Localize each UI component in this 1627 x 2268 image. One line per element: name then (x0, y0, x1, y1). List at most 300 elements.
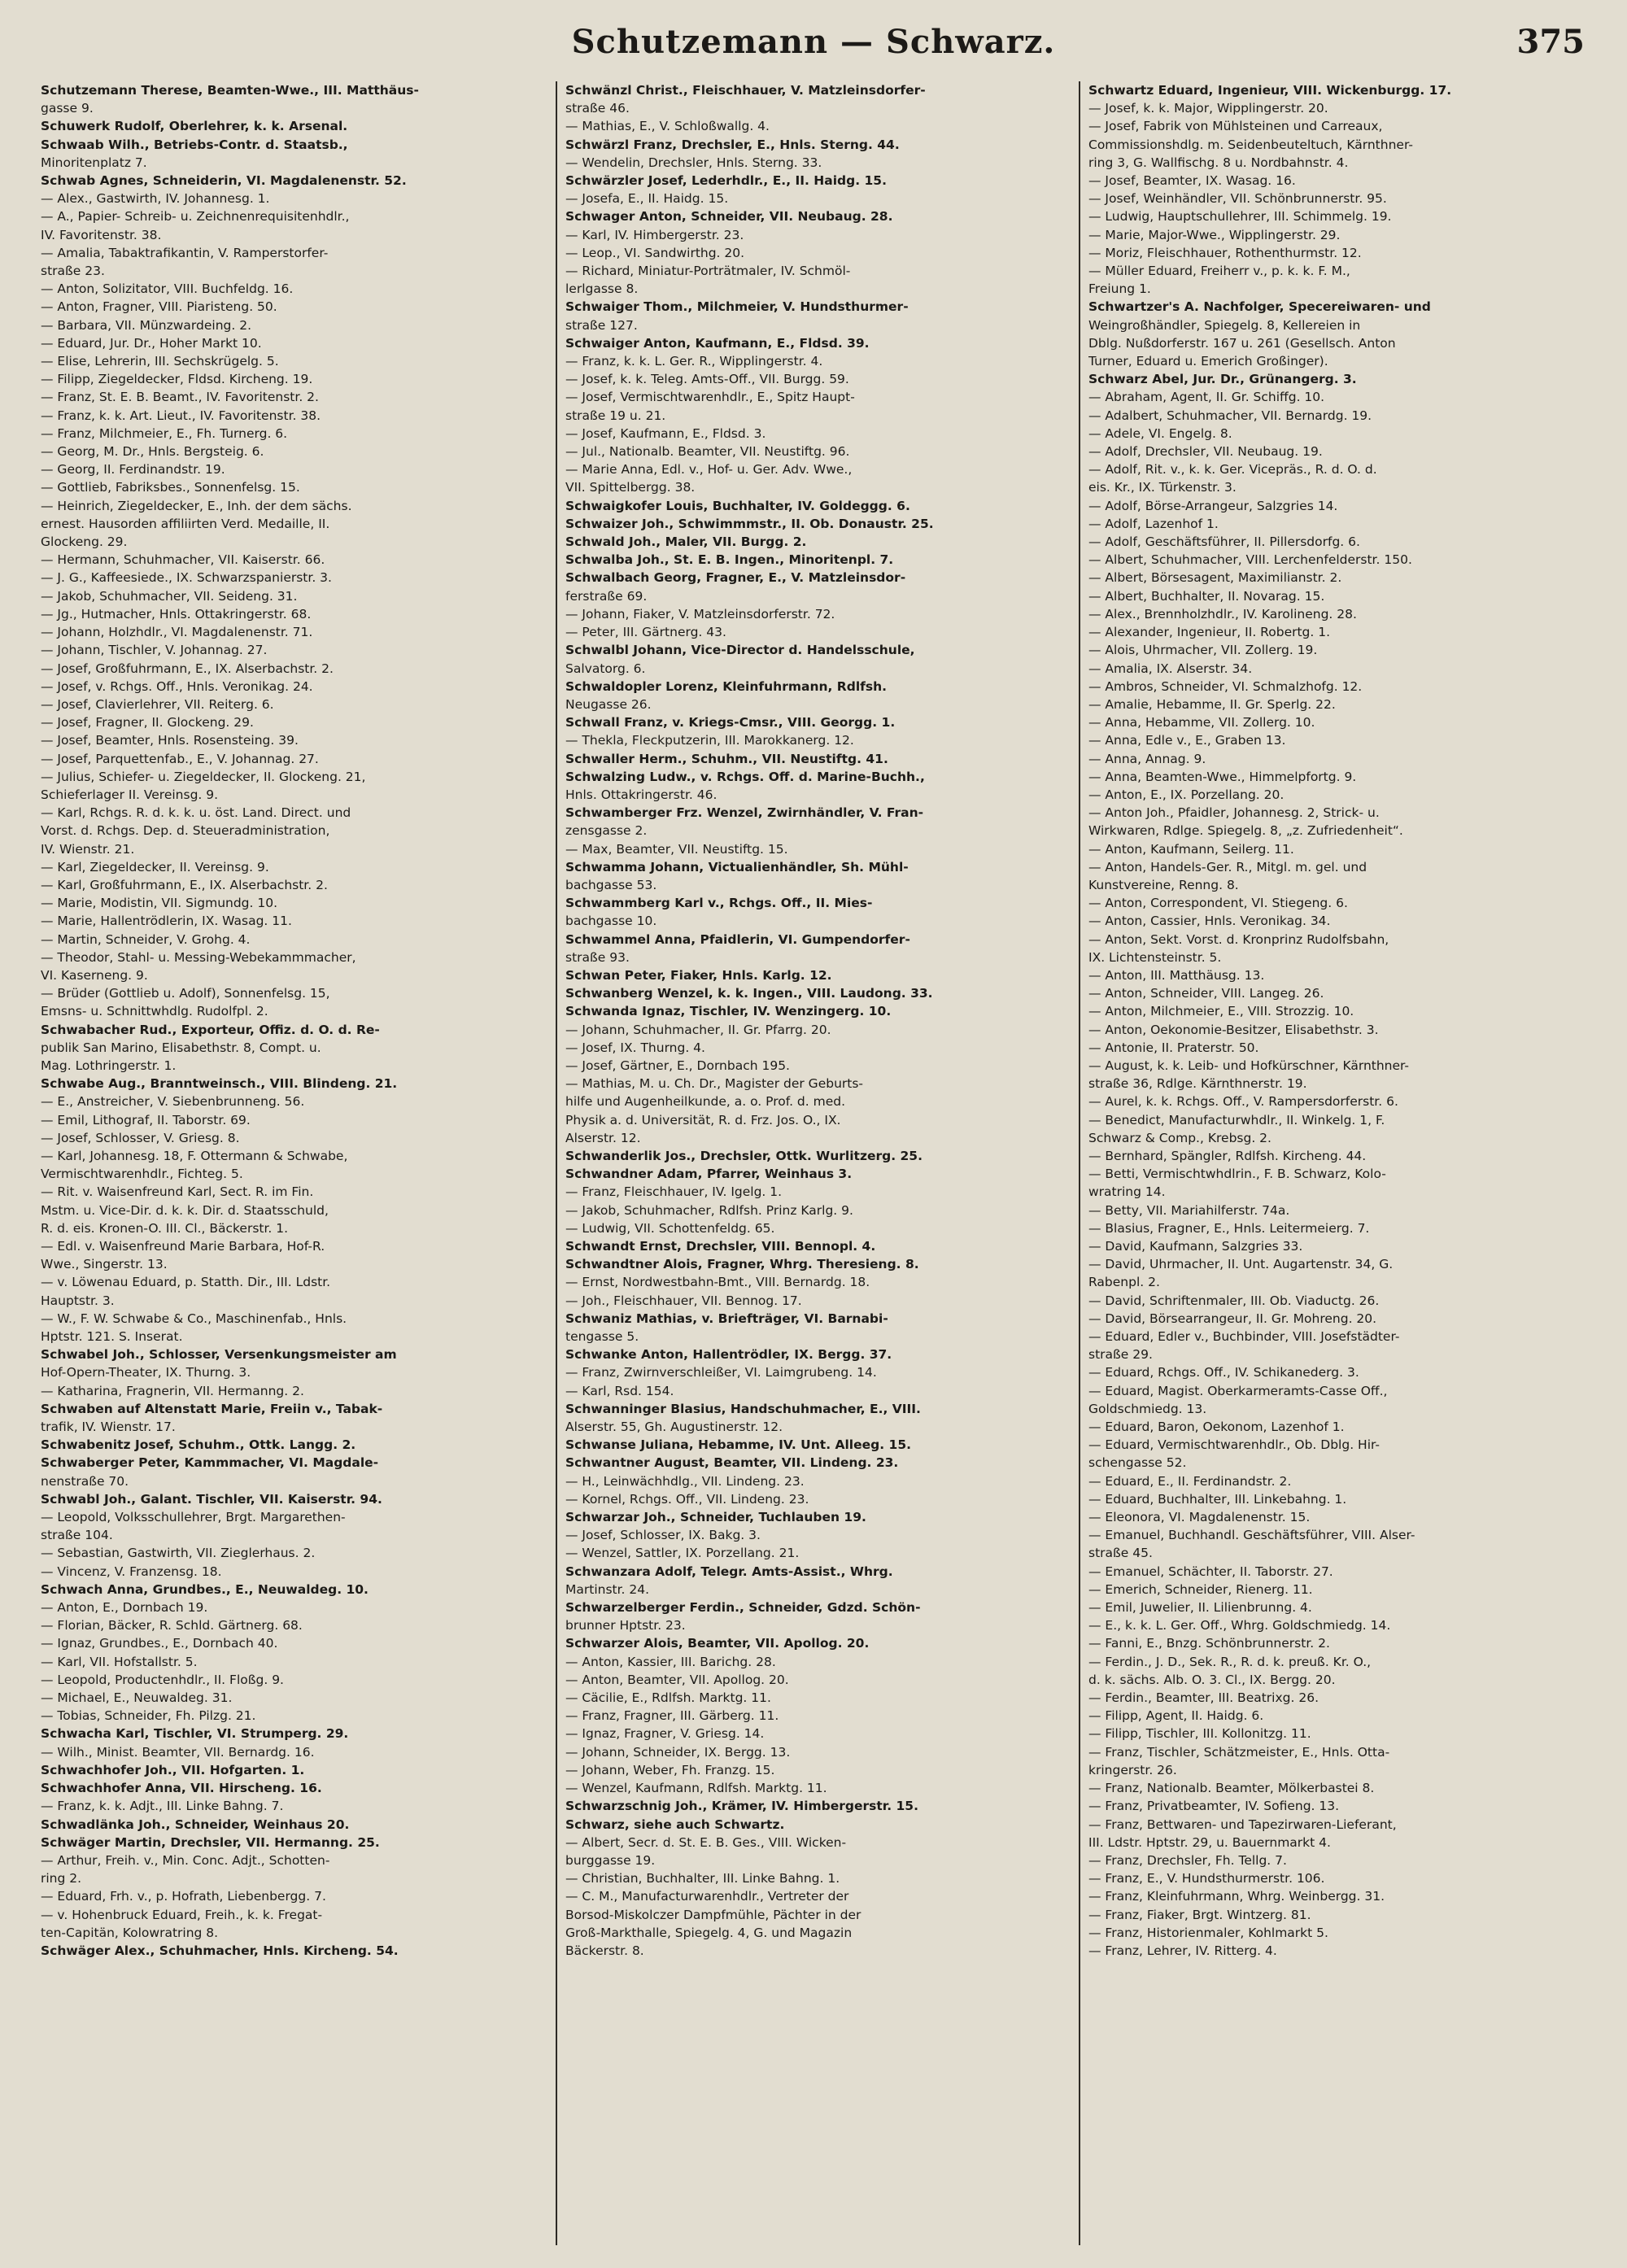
directory-entry-line: Schwanberg Wenzel, k. k. Ingen., VIII. Laudong. 33. (565, 986, 933, 1001)
directory-entry-line: Schwall Franz, v. Kriegs-Cmsr., VIII. Georgg. 1. (565, 715, 896, 731)
directory-entry-line: — Filipp, Tischler, III. Kollonitzg. 11. (1088, 1726, 1311, 1742)
directory-entry-line: Schwachhofer Anna, VII. Hirscheng. 16. (41, 1781, 322, 1796)
directory-entry-line: — Ernst, Nordwestbahn-Bmt., VIII. Bernardg. 18. (565, 1275, 870, 1290)
directory-entry-line: Bäckerstr. 8. (565, 1943, 644, 1958)
directory-entry-line: — A., Papier- Schreib- u. Zeichnenrequisitenhdlr., (41, 209, 350, 225)
directory-entry-line: — C. M., Manufacturwarenhdlr., Vertreter der (565, 1889, 849, 1904)
directory-entry-line: — Ludwig, Hauptschullehrer, III. Schimmelg. 19. (1088, 209, 1392, 225)
directory-entry-line: Dblg. Nußdorferstr. 167 u. 261 (Gesellsch. Anton (1088, 335, 1396, 351)
directory-entry-line: — Franz, k. k. L. Ger. R., Wipplingerstr. 4. (565, 354, 823, 369)
directory-entry-line: — Eduard, Edler v., Buchbinder, VIII. Josefstädter- (1088, 1329, 1400, 1345)
directory-entry-line: — Anton, Fragner, VIII. Piaristeng. 50. (41, 299, 277, 315)
directory-entry-line: straße 36, Rdlge. Kärnthnerstr. 19. (1088, 1076, 1307, 1092)
directory-entry-line: Schwänzl Christ., Fleischhauer, V. Matzleinsdorfer- (565, 83, 926, 98)
directory-entry-line: — Abraham, Agent, II. Gr. Schiffg. 10. (1088, 390, 1325, 405)
directory-entry-line: — David, Börsearrangeur, II. Gr. Mohreng. 20. (1088, 1311, 1377, 1326)
directory-entry-line: hilfe und Augenheilkunde, a. o. Prof. d. med. (565, 1094, 846, 1110)
directory-entry-line: — Anton, Beamter, VII. Apollog. 20. (565, 1672, 789, 1687)
directory-entry-line: Wwe., Singerstr. 13. (41, 1257, 168, 1272)
directory-entry-line: Schwanzara Adolf, Telegr. Amts-Assist., Whrg. (565, 1564, 893, 1579)
directory-entry-line: brunner Hptstr. 23. (565, 1618, 686, 1633)
directory-entry-line: Schwaigkofer Louis, Buchhalter, IV. Goldeggg. 6. (565, 498, 910, 513)
directory-entry-line: — Wilh., Minist. Beamter, VII. Bernardg. 16. (41, 1744, 315, 1760)
directory-entry-line: Schwaizer Joh., Schwimmmstr., II. Ob. Donaustr. 25. (565, 516, 934, 531)
directory-entry-line: — Josef, Fabrik von Mühlsteinen und Carreaux, (1088, 119, 1383, 134)
directory-entry-line: — Anton, Cassier, Hnls. Veronikag. 34. (1088, 914, 1331, 929)
directory-entry-line: Schwald Joh., Maler, VII. Burgg. 2. (565, 534, 807, 550)
directory-entry-line: Physik a. d. Universität, R. d. Frz. Jos. O., IX. (565, 1112, 841, 1127)
directory-entry-line: — August, k. k. Leib- und Hofkürschner, Kärnthner- (1088, 1058, 1410, 1073)
directory-entry-line: Schwaberger Peter, Kammmacher, VI. Magdale- (41, 1455, 379, 1471)
directory-entry-line: — Franz, Kleinfuhrmann, Whrg. Weinbergg. 31. (1088, 1889, 1385, 1904)
directory-entry-line: — Aurel, k. k. Rchgs. Off., V. Rampersdorferstr. 6. (1088, 1094, 1398, 1110)
directory-entry-line: straße 46. (565, 101, 630, 116)
directory-entry-line: Schwaiger Thom., Milchmeier, V. Hundsthurmer- (565, 299, 909, 315)
directory-entry-line: — Betty, VII. Mariahilferstr. 74a. (1088, 1202, 1290, 1218)
directory-entry-line: — Franz, St. E. B. Beamt., IV. Favoritenstr. 2. (41, 390, 319, 405)
directory-entry-line: Schwarzschnig Joh., Krämer, IV. Himbergerstr. 15. (565, 1799, 918, 1814)
directory-entry-line: — Anna, Beamten-Wwe., Himmelpfortg. 9. (1088, 769, 1357, 784)
directory-entry-line: — Peter, III. Gärtnerg. 43. (565, 625, 726, 640)
directory-entry-line: Turner, Eduard u. Emerich Großinger). (1088, 354, 1328, 369)
directory-entry-line: Schuwerk Rudolf, Oberlehrer, k. k. Arsenal. (41, 119, 348, 134)
directory-entry-line: Schwantner August, Beamter, VII. Lindeng. 23. (565, 1455, 899, 1471)
directory-entry-line: — Leopold, Productenhdlr., II. Floßg. 9. (41, 1672, 284, 1687)
directory-entry-line: Rabenpl. 2. (1088, 1275, 1160, 1290)
directory-entry-line: — Christian, Buchhalter, III. Linke Bahng. 1. (565, 1871, 840, 1886)
directory-entry-line: Alserstr. 55, Gh. Augustinerstr. 12. (565, 1420, 783, 1435)
directory-entry-line: — Wendelin, Drechsler, Hnls. Sterng. 33. (565, 155, 822, 170)
directory-entry-line: — Johann, Fiaker, V. Matzleinsdorferstr. 72. (565, 606, 835, 622)
page-header (0, 15, 1627, 80)
directory-entry-line: — Alexander, Ingenieur, II. Robertg. 1. (1088, 625, 1331, 640)
directory-entry-line: — E., Anstreicher, V. Siebenbrunneng. 56. (41, 1094, 305, 1110)
directory-entry-line: — Leopold, Volksschullehrer, Brgt. Margarethen- (41, 1510, 346, 1525)
directory-entry-line: — Franz, Nationalb. Beamter, Mölkerbastei 8. (1088, 1781, 1375, 1796)
directory-entry-line: — Mathias, M. u. Ch. Dr., Magister der Geburts- (565, 1076, 864, 1092)
directory-entry-line: gasse 9. (41, 101, 94, 116)
directory-entry-line: — Johann, Schuhmacher, II. Gr. Pfarrg. 20. (565, 1022, 831, 1037)
directory-entry-line: Schwandtner Alois, Fragner, Whrg. Theresieng. 8. (565, 1257, 919, 1272)
directory-entry-line: — Florian, Bäcker, R. Schld. Gärtnerg. 68. (41, 1618, 303, 1633)
directory-entry-line: Schwaller Herm., Schuhm., VII. Neustiftg. 41. (565, 751, 888, 766)
directory-entry-line: Schwalbl Johann, Vice-Director d. Handelsschule, (565, 643, 915, 658)
directory-entry-line: — Cäcilie, E., Rdlfsh. Marktg. 11. (565, 1690, 771, 1706)
directory-entry-line: ring 2. (41, 1871, 82, 1886)
directory-entry-line: — Franz, E., V. Hundsthurmerstr. 106. (1088, 1871, 1325, 1886)
directory-entry-line: — Barbara, VII. Münzwardeing. 2. (41, 317, 252, 333)
directory-entry-line: — Josef, Vermischtwarenhdlr., E., Spitz Haupt- (565, 390, 855, 405)
directory-entry-line: — Karl, Rsd. 154. (565, 1383, 674, 1398)
directory-entry-line: — Karl, VII. Hofstallstr. 5. (41, 1654, 198, 1669)
directory-entry-line: — Amalia, Tabaktrafikantin, V. Ramperstorfer- (41, 245, 329, 260)
column-middle (556, 81, 1079, 2245)
directory-entry-line: — Katharina, Fragnerin, VII. Hermanng. 2. (41, 1383, 304, 1398)
directory-entry-line: — Arthur, Freih. v., Min. Conc. Adjt., Schotten- (41, 1852, 330, 1868)
directory-entry-line: schengasse 52. (1088, 1455, 1187, 1471)
directory-entry-line: Schwanse Juliana, Hebamme, IV. Unt. Alleeg. 15. (565, 1437, 911, 1453)
directory-entry-line: Alserstr. 12. (565, 1130, 641, 1145)
directory-entry-line: straße 19 u. 21. (565, 408, 666, 423)
directory-entry-line: — Martin, Schneider, V. Grohg. 4. (41, 931, 251, 947)
directory-entry-line: Schwarz, siehe auch Schwartz. (565, 1817, 785, 1832)
directory-entry-line: — Bernhard, Spängler, Rdlfsh. Kircheng. 44. (1088, 1148, 1367, 1163)
directory-entry-line: — Anton, E., Dornbach 19. (41, 1600, 208, 1616)
directory-entry-line: Groß-Markthalle, Spiegelg. 4, G. und Magazin (565, 1925, 853, 1940)
directory-entry-line: — Marie, Modistin, VII. Sigmundg. 10. (41, 896, 278, 911)
directory-entry-line: — Josef, v. Rchgs. Off., Hnls. Veronikag. 24. (41, 678, 313, 694)
directory-entry-line: Schwanke Anton, Hallentrödler, IX. Bergg. 37. (565, 1347, 892, 1363)
directory-entry-line: Schwandt Ernst, Drechsler, VIII. Bennopl. 4. (565, 1239, 876, 1254)
directory-entry-line: — Eduard, Frh. v., p. Hofrath, Liebenbergg. 7. (41, 1889, 326, 1904)
directory-entry-line: — Müller Eduard, Freiherr v., p. k. k. F. M., (1088, 264, 1350, 279)
directory-entry-line: — Max, Beamter, VII. Neustiftg. 15. (565, 841, 788, 857)
directory-entry-line: — Albert, Secr. d. St. E. B. Ges., VIII. Wicken- (565, 1834, 847, 1850)
directory-entry-line: — Johann, Tischler, V. Johannag. 27. (41, 643, 268, 658)
directory-entry-line: — Theodor, Stahl- u. Messing-Webekammmacher, (41, 949, 356, 965)
directory-entry-line: — Jul., Nationalb. Beamter, VII. Neustiftg. 96. (565, 444, 850, 460)
directory-entry-line: — Josef, Beamter, IX. Wasag. 16. (1088, 173, 1296, 189)
directory-entry-line: Schwabl Joh., Galant. Tischler, VII. Kaiserstr. 94. (41, 1491, 382, 1507)
directory-entry-line: — Amalia, IX. Alserstr. 34. (1088, 661, 1253, 676)
directory-entry-line: — Anna, Hebamme, VII. Zollerg. 10. (1088, 715, 1315, 731)
directory-entry-line: Schwandner Adam, Pfarrer, Weinhaus 3. (565, 1167, 853, 1182)
directory-entry-line: Mag. Lothringerstr. 1. (41, 1058, 177, 1073)
column-right (1079, 81, 1602, 2245)
directory-entry-line: — Alois, Uhrmacher, VII. Zollerg. 19. (1088, 643, 1318, 658)
directory-entry-line: Hauptstr. 3. (41, 1293, 115, 1308)
directory-entry-line: Hnls. Ottakringerstr. 46. (565, 787, 718, 802)
directory-entry-line: — Amalie, Hebamme, II. Gr. Sperlg. 22. (1088, 696, 1336, 712)
directory-entry-line: — Johann, Schneider, IX. Bergg. 13. (565, 1744, 791, 1760)
directory-entry-line: Schwarzer Alois, Beamter, VII. Apollog. 20. (565, 1636, 870, 1651)
directory-entry-line: ferstraße 69. (565, 588, 648, 604)
directory-entry-line: — Josef, Gärtner, E., Dornbach 195. (565, 1058, 790, 1073)
directory-entry-line: — Josef, Großfuhrmann, E., IX. Alserbachstr. 2. (41, 661, 334, 676)
directory-entry-line: — Josef, Parquettenfab., E., V. Johannag. 27. (41, 751, 319, 766)
directory-entry-line: IV. Favoritenstr. 38. (41, 227, 162, 242)
directory-entry-line: Schwalba Joh., St. E. B. Ingen., Minoritenpl. 7. (565, 552, 894, 568)
directory-entry-line: — Filipp, Agent, II. Haidg. 6. (1088, 1708, 1264, 1724)
directory-entry-line: — E., k. k. L. Ger. Off., Whrg. Goldschmiedg. 14. (1088, 1618, 1391, 1633)
directory-entry-line: — Sebastian, Gastwirth, VII. Zieglerhaus. 2. (41, 1546, 316, 1561)
directory-entry-line: bachgasse 53. (565, 877, 657, 892)
directory-entry-line: — Anna, Annag. 9. (1088, 751, 1206, 766)
directory-entry-line: — Jg., Hutmacher, Hnls. Ottakringerstr. 68. (41, 606, 312, 622)
directory-entry-line: — Joh., Fleischhauer, VII. Bennog. 17. (565, 1293, 802, 1308)
directory-entry-line: — Josef, Clavierlehrer, VII. Reiterg. 6. (41, 696, 274, 712)
directory-entry-line: Schwammberg Karl v., Rchgs. Off., II. Mies- (565, 896, 873, 911)
directory-entry-line: — Eduard, Vermischtwarenhdlr., Ob. Dblg. Hir- (1088, 1437, 1380, 1453)
directory-entry-line: — Franz, Milchmeier, E., Fh. Turnerg. 6. (41, 425, 288, 441)
directory-entry-line: — Franz, Zwirnverschleißer, VI. Laimgrubeng. 14. (565, 1365, 877, 1380)
directory-entry-line: Hof-Opern-Theater, IX. Thurng. 3. (41, 1365, 251, 1380)
directory-entry-line: — Wenzel, Kaufmann, Rdlfsh. Marktg. 11. (565, 1781, 827, 1796)
directory-entry-line: Commissionshdlg. m. Seidenbeuteltuch, Kärnthner- (1088, 137, 1413, 152)
directory-entry-line: — Franz, Tischler, Schätzmeister, E., Hnls. Otta- (1088, 1744, 1390, 1760)
directory-entry-line: lerlgasse 8. (565, 281, 639, 297)
directory-entry-line: — Albert, Buchhalter, II. Novarag. 15. (1088, 588, 1325, 604)
directory-entry-line: — Franz, Fiaker, Brgt. Wintzerg. 81. (1088, 1907, 1311, 1922)
directory-entry-line: — Leop., VI. Sandwirthg. 20. (565, 245, 745, 260)
directory-entry-line: — David, Kaufmann, Salzgries 33. (1088, 1239, 1303, 1254)
directory-entry-line: — Ignaz, Fragner, V. Griesg. 14. (565, 1726, 765, 1742)
directory-entry-line: — Anton, Sekt. Vorst. d. Kronprinz Rudolfsbahn, (1088, 931, 1389, 947)
directory-entry-line: — Rit. v. Waisenfreund Karl, Sect. R. im Fin. (41, 1184, 314, 1200)
directory-entry-line: Glockeng. 29. (41, 534, 128, 550)
directory-entry-line: — Marie, Hallentrödlerin, IX. Wasag. 11. (41, 914, 292, 929)
directory-entry-line: — Eduard, Jur. Dr., Hoher Markt 10. (41, 335, 262, 351)
directory-entry-line: R. d. eis. Kronen-O. III. Cl., Bäckerstr. 1. (41, 1220, 289, 1236)
directory-entry-line: straße 45. (1088, 1546, 1153, 1561)
directory-entry-line: bachgasse 10. (565, 914, 657, 929)
directory-entry-line: — Franz, k. k. Adjt., III. Linke Bahng. 7. (41, 1799, 284, 1814)
directory-entry-line: wratring 14. (1088, 1184, 1166, 1200)
directory-entry-line: Weingroßhändler, Spiegelg. 8, Kellereien in (1088, 317, 1361, 333)
directory-entry-line: — Betti, Vermischtwhdlrin., F. B. Schwarz, Kolo- (1088, 1167, 1386, 1182)
directory-entry-line: — Josef, k. k. Major, Wipplingerstr. 20. (1088, 101, 1328, 116)
directory-entry-line: Schutzemann Therese, Beamten-Wwe., III. Matthäus- (41, 83, 419, 98)
directory-entry-line: Schieferlager II. Vereinsg. 9. (41, 787, 219, 802)
directory-entry-line: Schwabel Joh., Schlosser, Versenkungsmeister am (41, 1347, 397, 1363)
directory-entry-line: — Anton, Kassier, III. Barichg. 28. (565, 1654, 776, 1669)
directory-entry-line: Schwach Anna, Grundbes., E., Neuwaldeg. 10. (41, 1581, 369, 1597)
directory-entry-line: IX. Lichtensteinstr. 5. (1088, 949, 1222, 965)
directory-entry-line: — Jakob, Schuhmacher, VII. Seideng. 31. (41, 588, 298, 604)
directory-entry-line: — J. G., Kaffeesiede., IX. Schwarzspanierstr. 3. (41, 570, 332, 586)
directory-entry-line: Schwabacher Rud., Exporteur, Offiz. d. O. d. Re- (41, 1022, 380, 1037)
directory-entry-line: — Karl, IV. Himbergerstr. 23. (565, 227, 744, 242)
directory-entry-line: ernest. Hausorden affiliirten Verd. Medaille, II. (41, 516, 330, 531)
directory-entry-line: — Gottlieb, Fabriksbes., Sonnenfelsg. 15. (41, 480, 300, 495)
directory-entry-line: burggasse 19. (565, 1852, 656, 1868)
directory-entry-line: — Franz, k. k. Art. Lieut., IV. Favoritenstr. 38. (41, 408, 321, 423)
directory-entry-line: — Franz, Bettwaren- und Tapezirwaren-Lieferant, (1088, 1817, 1397, 1832)
directory-entry-line: tengasse 5. (565, 1329, 639, 1345)
directory-entry-line: — Johann, Weber, Fh. Franzg. 15. (565, 1762, 775, 1777)
directory-entry-line: — Eduard, Rchgs. Off., IV. Schikanederg. 3. (1088, 1365, 1359, 1380)
directory-entry-line: kringerstr. 26. (1088, 1762, 1177, 1777)
directory-entry-line: — Emil, Juwelier, II. Lilienbrunng. 4. (1088, 1600, 1312, 1616)
directory-entry-line: — Adolf, Geschäftsführer, II. Pillersdorfg. 6. (1088, 534, 1360, 550)
directory-entry-line: — v. Hohenbruck Eduard, Freih., k. k. Fregat- (41, 1907, 323, 1922)
directory-entry-line: — Emanuel, Buchhandl. Geschäftsführer, VIII. Alser- (1088, 1528, 1415, 1543)
directory-entry-line: Schwäger Martin, Drechsler, VII. Hermanng. 25. (41, 1834, 380, 1850)
directory-entry-line: — Alex., Gastwirth, IV. Johannesg. 1. (41, 191, 270, 207)
directory-entry-line: — Josef, k. k. Teleg. Amts-Off., VII. Burgg. 59. (565, 372, 849, 387)
directory-entry-line: Wirkwaren, Rdlge. Spiegelg. 8, „z. Zufriedenheit“. (1088, 823, 1403, 839)
directory-entry-line: — Moriz, Fleischhauer, Rothenthurmstr. 12. (1088, 245, 1362, 260)
directory-entry-line: — Filipp, Ziegeldecker, Fldsd. Kircheng. 19. (41, 372, 313, 387)
directory-entry-line: Schwarz Abel, Jur. Dr., Grünangerg. 3. (1088, 372, 1357, 387)
directory-entry-line: — Adolf, Rit. v., k. k. Ger. Vicepräs., R. d. O. d. (1088, 462, 1377, 478)
directory-entry-line: — Ferdin., Beamter, III. Beatrixg. 26. (1088, 1690, 1319, 1706)
directory-entry-line: — Josef, Beamter, Hnls. Rosensteing. 39. (41, 733, 299, 748)
directory-entry-line: — Eduard, Magist. Oberkarmeramts-Casse Off., (1088, 1383, 1388, 1398)
directory-entry-line: — Anton Joh., Pfaidler, Johannesg. 2, Strick- u. (1088, 805, 1380, 821)
directory-entry-line: Schwarzar Joh., Schneider, Tuchlauben 19. (565, 1510, 866, 1525)
directory-entry-line: — Marie Anna, Edl. v., Hof- u. Ger. Adv. Wwe., (565, 462, 853, 478)
directory-entry-line: straße 23. (41, 264, 105, 279)
directory-entry-line: — Blasius, Fragner, E., Hnls. Leitermeierg. 7. (1088, 1220, 1370, 1236)
directory-entry-line: Neugasse 26. (565, 696, 652, 712)
directory-entry-line: — Benedict, Manufacturwhdlr., II. Winkelg. 1, F. (1088, 1112, 1385, 1127)
directory-entry-line: publik San Marino, Elisabethstr. 8, Compt. u. (41, 1040, 321, 1055)
directory-entry-line: ring 3, G. Wallfischg. 8 u. Nordbahnstr. 4. (1088, 155, 1349, 170)
directory-entry-line: Mstm. u. Vice-Dir. d. k. k. Dir. d. Staatsschuld, (41, 1202, 329, 1218)
directory-entry-line: — David, Schriftenmaler, III. Ob. Viaductg. 26. (1088, 1293, 1380, 1308)
directory-entry-line: — Elise, Lehrerin, III. Sechskrügelg. 5. (41, 354, 279, 369)
directory-entry-line: — Karl, Großfuhrmann, E., IX. Alserbachstr. 2. (41, 877, 328, 892)
directory-entry-line: — Albert, Börsesagent, Maximilianstr. 2. (1088, 570, 1342, 586)
directory-entry-line: — Anton, Kaufmann, Seilerg. 11. (1088, 841, 1294, 857)
directory-entry-line: Schwanninger Blasius, Handschuhmacher, E., VIII. (565, 1401, 921, 1416)
directory-entry-line: Borsod-Miskolczer Dampfmühle, Pächter in der (565, 1907, 861, 1922)
directory-entry-line: — Josef, Kaufmann, E., Fldsd. 3. (565, 425, 766, 441)
directory-entry-line: Schwaab Wilh., Betriebs-Contr. d. Staatsb., (41, 137, 348, 152)
directory-entry-line: — Adalbert, Schuhmacher, VII. Bernardg. 19. (1088, 408, 1372, 423)
directory-entry-line: eis. Kr., IX. Türkenstr. 3. (1088, 480, 1237, 495)
directory-entry-line: Schwaiger Anton, Kaufmann, E., Fldsd. 39. (565, 335, 870, 351)
directory-entry-line: — Vincenz, V. Franzensg. 18. (41, 1564, 222, 1579)
directory-entry-line: — Karl, Rchgs. R. d. k. k. u. öst. Land. Direct. und (41, 805, 351, 821)
directory-entry-line: Kunstvereine, Renng. 8. (1088, 877, 1239, 892)
directory-entry-line: — Franz, Privatbeamter, IV. Sofieng. 13. (1088, 1799, 1340, 1814)
directory-entry-line: Schwanda Ignaz, Tischler, IV. Wenzingerg. 10. (565, 1004, 892, 1019)
directory-entry-line: — Georg, II. Ferdinandstr. 19. (41, 462, 225, 478)
directory-entry-line: VII. Spittelbergg. 38. (565, 480, 696, 495)
directory-entry-line: — Anton, Solizitator, VIII. Buchfeldg. 16. (41, 281, 294, 297)
directory-entry-line: Schwartzer's A. Nachfolger, Specereiwaren- und (1088, 299, 1431, 315)
directory-entry-line: Schwarzelberger Ferdin., Schneider, Gdzd. Schön- (565, 1600, 921, 1616)
directory-entry-line: — Eduard, Buchhalter, III. Linkebahng. 1. (1088, 1491, 1347, 1507)
directory-entry-line: VI. Kaserneng. 9. (41, 967, 148, 983)
directory-entry-line: — Richard, Miniatur-Porträtmaler, IV. Schmöl- (565, 264, 851, 279)
directory-entry-line: — Franz, Drechsler, Fh. Tellg. 7. (1088, 1852, 1287, 1868)
directory-entry-line: — Julius, Schiefer- u. Ziegeldecker, II. Glockeng. 21, (41, 769, 366, 784)
directory-entry-line: Schwab Agnes, Schneiderin, VI. Magdalenenstr. 52. (41, 173, 407, 189)
directory-entry-line: Schwamma Johann, Victualienhändler, Sh. Mühl- (565, 859, 909, 874)
directory-entry-line: — Johann, Holzhdlr., VI. Magdalenenstr. 71. (41, 625, 313, 640)
directory-entry-line: straße 29. (1088, 1347, 1153, 1363)
directory-entry-line: — Wenzel, Sattler, IX. Porzellang. 21. (565, 1546, 800, 1561)
directory-entry-line: — David, Uhrmacher, II. Unt. Augartenstr. 34, G. (1088, 1257, 1394, 1272)
directory-entry-line: Schwartz Eduard, Ingenieur, VIII. Wickenburgg. 17. (1088, 83, 1452, 98)
directory-entry-line: straße 127. (565, 317, 638, 333)
directory-entry-line: Schwalzing Ludw., v. Rchgs. Off. d. Marine-Buchh., (565, 769, 925, 784)
directory-entry-line: — Eleonora, VI. Magdalenenstr. 15. (1088, 1510, 1311, 1525)
directory-entry-line: straße 104. (41, 1528, 113, 1543)
directory-entry-line: Goldschmiedg. 13. (1088, 1401, 1207, 1416)
directory-entry-line: — Emerich, Schneider, Rienerg. 11. (1088, 1581, 1313, 1597)
directory-entry-line: Schwäger Alex., Schuhmacher, Hnls. Kircheng. 54. (41, 1943, 399, 1958)
directory-entry-line: — Anna, Edle v., E., Graben 13. (1088, 733, 1286, 748)
directory-entry-line: — Hermann, Schuhmacher, VII. Kaiserstr. 66. (41, 552, 325, 568)
directory-entry-line: nenstraße 70. (41, 1473, 129, 1489)
directory-entry-line: Schwager Anton, Schneider, VII. Neubaug. 28. (565, 209, 893, 225)
directory-entry-line: Hptstr. 121. S. Inserat. (41, 1329, 183, 1345)
directory-entry-line: — Franz, Fleischhauer, IV. Igelg. 1. (565, 1184, 783, 1200)
directory-entry-line: — Alex., Brennholzhdlr., IV. Karolineng. 28. (1088, 606, 1357, 622)
directory-entry-line: Schwammel Anna, Pfaidlerin, VI. Gumpendorfer- (565, 931, 910, 947)
directory-entry-line: Salvatorg. 6. (565, 661, 646, 676)
directory-entry-line: — Josefa, E., II. Haidg. 15. (565, 191, 729, 207)
directory-entry-line: — Georg, M. Dr., Hnls. Bergsteig. 6. (41, 444, 264, 460)
directory-entry-line: — Tobias, Schneider, Fh. Pilzg. 21. (41, 1708, 256, 1724)
directory-entry-line: — Franz, Lehrer, IV. Ritterg. 4. (1088, 1943, 1277, 1958)
directory-entry-line: Vermischtwarenhdlr., Fichteg. 5. (41, 1167, 243, 1182)
directory-entry-line: zensgasse 2. (565, 823, 648, 839)
running-title: Schutzemann — Schwarz. (571, 23, 1056, 61)
directory-entry-line: — Ludwig, VII. Schottenfeldg. 65. (565, 1220, 775, 1236)
directory-entry-line: — Franz, Fragner, III. Gärberg. 11. (565, 1708, 779, 1724)
directory-entry-line: — Ignaz, Grundbes., E., Dornbach 40. (41, 1636, 278, 1651)
directory-entry-line: — Anton, Correspondent, VI. Stiegeng. 6. (1088, 896, 1348, 911)
directory-entry-line: — Josef, Fragner, II. Glockeng. 29. (41, 715, 254, 731)
directory-entry-line: Emsns- u. Schnittwhdlg. Rudolfpl. 2. (41, 1004, 268, 1019)
page-number: 375 (1516, 23, 1585, 61)
directory-entry-line: — Thekla, Fleckputzerin, III. Marokkanerg. 12. (565, 733, 854, 748)
directory-entry-line: Schwaldopler Lorenz, Kleinfuhrmann, Rdlfsh. (565, 678, 888, 694)
directory-entry-line: — Jakob, Schuhmacher, Rdlfsh. Prinz Karlg. 9. (565, 1202, 853, 1218)
directory-entry-line: Schwärzl Franz, Drechsler, E., Hnls. Sterng. 44. (565, 137, 900, 152)
directory-entry-line: Schwaben auf Altenstatt Marie, Freiin v., Tabak- (41, 1401, 383, 1416)
directory-entry-line: Schwacha Karl, Tischler, VI. Strumperg. 29. (41, 1726, 349, 1742)
column-left (33, 81, 556, 2245)
directory-entry-line: — Anton, Handels-Ger. R., Mitgl. m. gel. und (1088, 859, 1367, 874)
directory-entry-line: Vorst. d. Rchgs. Dep. d. Steueradministration, (41, 823, 330, 839)
directory-entry-line: — Josef, Weinhändler, VII. Schönbrunnerstr. 95. (1088, 191, 1387, 207)
directory-entry-line: Schwabenitz Josef, Schuhm., Ottk. Langg. 2. (41, 1437, 356, 1453)
directory-entry-line: Schwarz & Comp., Krebsg. 2. (1088, 1130, 1272, 1145)
directory-entry-line: Schwanderlik Jos., Drechsler, Ottk. Wurlitzerg. 25. (565, 1148, 923, 1163)
directory-columns (33, 81, 1603, 2245)
directory-entry-line: — Kornel, Rchgs. Off., VII. Lindeng. 23. (565, 1491, 809, 1507)
directory-entry-line: — Anton, Oekonomie-Besitzer, Elisabethstr. 3. (1088, 1022, 1379, 1037)
directory-entry-line: Minoritenplatz 7. (41, 155, 147, 170)
directory-entry-line: — Anton, Milchmeier, E., VIII. Strozzig. 10. (1088, 1004, 1354, 1019)
directory-entry-line: — Emanuel, Schächter, II. Taborstr. 27. (1088, 1564, 1333, 1579)
directory-entry-line: — Josef, IX. Thurng. 4. (565, 1040, 705, 1055)
directory-entry-line: — Franz, Historienmaler, Kohlmarkt 5. (1088, 1925, 1328, 1940)
directory-entry-line: ten-Capitän, Kolowratring 8. (41, 1925, 219, 1940)
directory-entry-line: — Karl, Johannesg. 18, F. Ottermann & Schwabe, (41, 1148, 348, 1163)
directory-entry-line: Schwärzler Josef, Lederhdlr., E., II. Haidg. 15. (565, 173, 887, 189)
directory-entry-line: Schwan Peter, Fiaker, Hnls. Karlg. 12. (565, 967, 832, 983)
directory-entry-line: — Edl. v. Waisenfreund Marie Barbara, Hof-R. (41, 1239, 325, 1254)
directory-entry-line: — Antonie, II. Praterstr. 50. (1088, 1040, 1259, 1055)
directory-entry-line: Freiung 1. (1088, 281, 1151, 297)
directory-entry-line: — Adolf, Lazenhof 1. (1088, 516, 1219, 531)
directory-entry-line: trafik, IV. Wienstr. 17. (41, 1420, 176, 1435)
directory-entry-line: — Mathias, E., V. Schloßwallg. 4. (565, 119, 770, 134)
directory-entry-line: — Eduard, E., II. Ferdinandstr. 2. (1088, 1473, 1292, 1489)
directory-entry-line: Martinstr. 24. (565, 1581, 650, 1597)
directory-entry-line: — W., F. W. Schwabe & Co., Maschinenfab., Hnls. (41, 1311, 347, 1326)
directory-entry-line: — Anton, III. Matthäusg. 13. (1088, 967, 1265, 983)
directory-entry-line: — Michael, E., Neuwaldeg. 31. (41, 1690, 233, 1706)
directory-entry-line: — Emil, Lithograf, II. Taborstr. 69. (41, 1112, 251, 1127)
directory-entry-line: — Anton, Schneider, VIII. Langeg. 26. (1088, 986, 1324, 1001)
directory-entry-line: d. k. sächs. Alb. O. 3. Cl., IX. Bergg. 20. (1088, 1672, 1336, 1687)
directory-entry-line: Schwabe Aug., Branntweinsch., VIII. Blindeng. 21. (41, 1076, 398, 1092)
directory-entry-line: — Adolf, Börse-Arrangeur, Salzgries 14. (1088, 498, 1338, 513)
directory-entry-line: Schwadlänka Joh., Schneider, Weinhaus 20. (41, 1817, 350, 1832)
directory-entry-line: IV. Wienstr. 21. (41, 841, 135, 857)
directory-entry-line: — H., Leinwächhdlg., VII. Lindeng. 23. (565, 1473, 805, 1489)
directory-entry-line: — Adolf, Drechsler, VII. Neubaug. 19. (1088, 444, 1323, 460)
directory-entry-line: — Albert, Schuhmacher, VIII. Lerchenfelderstr. 150. (1088, 552, 1412, 568)
